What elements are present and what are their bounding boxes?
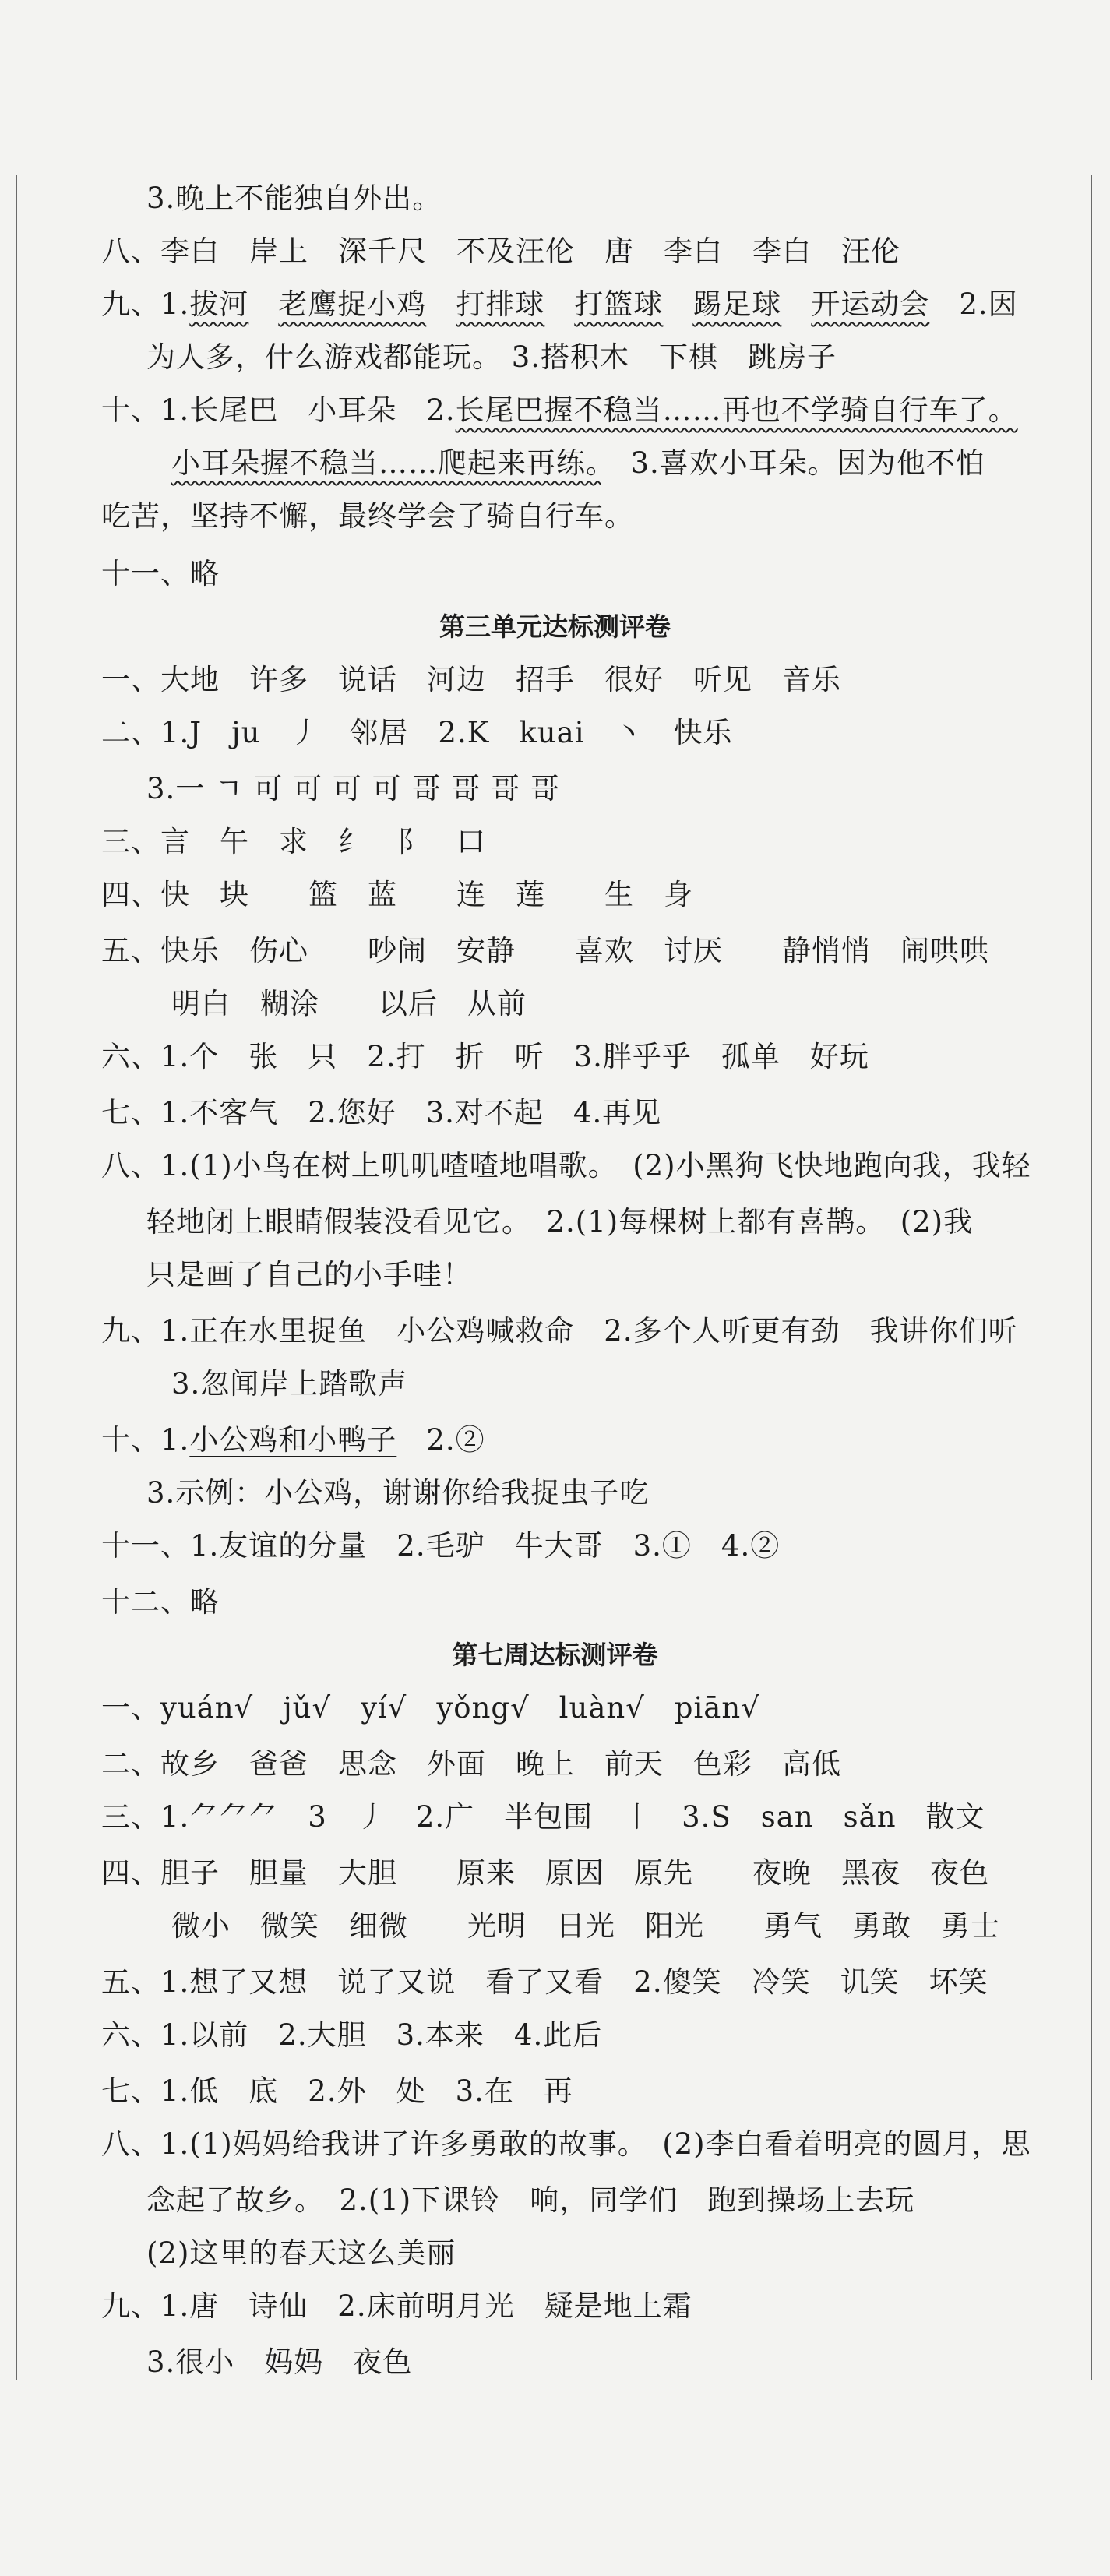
answer-term: 长尾巴握不稳当……再也不学骑自行车了。 — [455, 393, 1018, 427]
answer-line: 轻地闭上眼睛假装没看见它。 2.(1)每棵树上都有喜鹊。 (2)我 — [146, 1205, 974, 1239]
answer-line: 五、1.想了又想 说了又说 看了又看 2.傻笑 冷笑 讥笑 坏笑 — [101, 1965, 988, 1999]
answer-line: 九、1.唐 诗仙 2.床前明月光 疑是地上霜 — [101, 2289, 692, 2323]
answer-term: 打排球 — [456, 287, 545, 321]
answer-line: (2)这里的春天这么美丽 — [146, 2236, 456, 2270]
answer-line: 只是画了自己的小手哇！ — [146, 1258, 472, 1292]
answer-term: 开运动会 — [811, 287, 930, 321]
answer-line: 三、1.⺈⺈⺈ 3 丿 2.广 半包围 丨 3.S san sǎn 散文 — [101, 1800, 985, 1834]
answer-line: 四、胆子 胆量 大胆 原来 原因 原先 夜晚 黑夜 夜色 — [101, 1856, 989, 1890]
section-heading: 第三单元达标测评卷 — [439, 611, 671, 642]
answer-term: 拔河 — [189, 287, 249, 321]
answer-term: 踢足球 — [692, 287, 782, 321]
answer-text: 十、1.长尾巴 小耳朵 2. — [101, 393, 456, 427]
answer-term: 老鹰捉小鸡 — [278, 287, 427, 321]
answer-line — [171, 446, 985, 481]
answer-line: 一、大地 许多 说话 河边 招手 很好 听见 音乐 — [101, 663, 841, 696]
answer-text: 3.喜欢小耳朵。因为他不怕 — [630, 446, 985, 480]
answer-line: 二、1.J ju 丿 邻居 2.K kuai 丶 快乐 — [101, 716, 733, 749]
left-margin-line — [16, 175, 17, 2380]
right-margin-line — [1091, 175, 1092, 2380]
answer-text: 2.因 — [959, 287, 1018, 321]
item-prefix: 十、1. — [101, 1423, 190, 1457]
answer-line: 为人多，什么游戏都能玩。 3.搭积木 下棋 跳房子 — [146, 340, 837, 374]
answer-line: 十一、1.友谊的分量 2.毛驴 牛大哥 3.① 4.② — [101, 1529, 781, 1563]
answer-line: 吃苦，坚持不懈，最终学会了骑自行车。 — [101, 499, 634, 533]
answer-term: 打篮球 — [574, 287, 664, 321]
item-prefix: 九、1. — [101, 287, 190, 321]
answer-line: 二、故乡 爸爸 思念 外面 晚上 前天 色彩 高低 — [101, 1747, 841, 1781]
answer-line: 七、1.不客气 2.您好 3.对不起 4.再见 — [101, 1096, 662, 1129]
answer-term: 小公鸡和小鸭子 — [189, 1423, 397, 1457]
answer-line: 明白 糊涂 以后 从前 — [171, 987, 527, 1020]
answer-line: 三、言 午 求 纟 阝 口 — [101, 825, 486, 858]
answer-line: 念起了故乡。 2.(1)下课铃 响，同学们 跑到操场上去玩 — [146, 2183, 915, 2217]
answer-line: 十一、略 — [101, 557, 220, 590]
answer-line — [101, 393, 1018, 428]
section-heading: 第七周达标测评卷 — [452, 1640, 658, 1670]
answer-line — [101, 287, 1018, 322]
answer-line — [101, 1423, 485, 1457]
answer-text: 2.② — [426, 1423, 485, 1457]
answer-line: 五、快乐 伤心 吵闹 安静 喜欢 讨厌 静悄悄 闹哄哄 — [101, 934, 989, 967]
answer-line: 一、yuán√ jǔ√ yí√ yǒng√ luàn√ piān√ — [101, 1691, 760, 1725]
answer-line: 八、1.(1)妈妈给我讲了许多勇敢的故事。 (2)李白看着明亮的圆月，思 — [101, 2127, 1031, 2161]
answer-term: 小耳朵握不稳当……爬起来再练。 — [171, 446, 601, 480]
answer-line: 微小 微笑 细微 光明 日光 阳光 勇气 勇敢 勇士 — [171, 1909, 1000, 1943]
answer-line: 3.一 ㄱ 可 可 可 可 哥 哥 哥 哥 — [146, 772, 560, 805]
answer-line: 六、1.个 张 只 2.打 折 听 3.胖乎乎 孤单 好玩 — [101, 1040, 869, 1073]
answer-line: 3.忽闻岸上踏歌声 — [171, 1367, 408, 1401]
answer-line: 八、1.(1)小鸟在树上叽叽喳喳地唱歌。 (2)小黑狗飞快地跑向我，我轻 — [101, 1149, 1031, 1182]
answer-line: 3.示例：小公鸡，谢谢你给我捉虫子吃 — [146, 1476, 650, 1510]
answer-line: 3.很小 妈妈 夜色 — [146, 2345, 413, 2379]
answer-line: 八、李白 岸上 深千尺 不及汪伦 唐 李白 李白 汪伦 — [101, 234, 900, 268]
answer-line: 十二、略 — [101, 1585, 220, 1619]
answer-line: 六、1.以前 2.大胆 3.本来 4.此后 — [101, 2018, 603, 2052]
answer-line: 3.晚上不能独自外出。 — [146, 181, 442, 215]
answer-line: 四、快 块 篮 蓝 连 莲 生 身 — [101, 878, 693, 911]
answer-line: 七、1.低 底 2.外 处 3.在 再 — [101, 2074, 573, 2108]
answer-line: 九、1.正在水里捉鱼 小公鸡喊救命 2.多个人听更有劲 我讲你们听 — [101, 1314, 1018, 1348]
